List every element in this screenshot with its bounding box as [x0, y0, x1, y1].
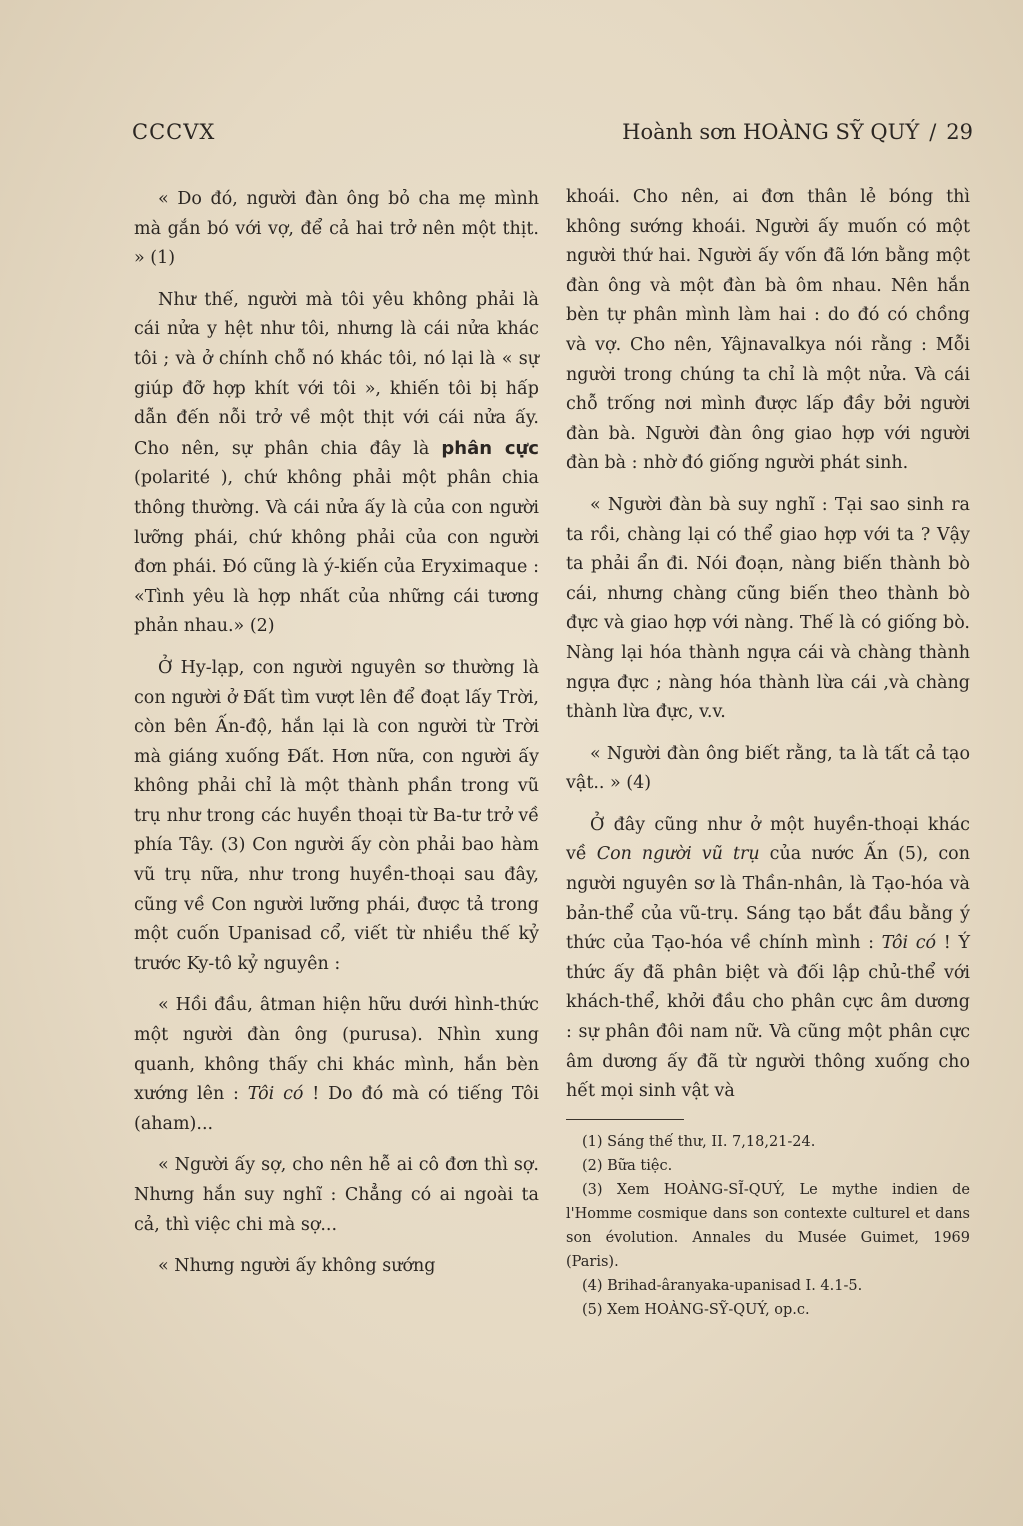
italic-phrase: Tôi có — [881, 933, 937, 954]
footnote: (4) Brihad-âranyaka-upanisad I. 4.1-5. — [582, 1277, 863, 1294]
paragraph-text: của nước Ấn (5), con người nguyên sơ là Thần-nhân, là Tạo-hóa và bản-thể của vũ-trụ. Sáng tạo bắt đầu bằng ý thức của Tạo-hóa về chính mình : — [566, 844, 970, 954]
footnote: (3) Xem HOÀNG-SĨ-QUÝ, Le mythe indien de l'Homme cosmique dans son contexte culturel et dans son évolution. Annales du Musée Guimet, 1969 (Paris). — [566, 1181, 970, 1270]
page-number: 29 — [946, 120, 973, 144]
paragraph — [134, 286, 539, 642]
paragraph — [134, 991, 539, 1139]
running-head — [622, 120, 973, 144]
italic-phrase: Tôi có — [247, 1084, 304, 1105]
paragraph: « Người ấy sợ, cho nên hễ ai cô đơn thì sợ. Nhưng hắn suy nghĩ : Chẳng có ai ngoài ta cả, thì việc chi mà sợ... — [134, 1155, 539, 1235]
footnote: (1) Sáng thế thư, II. 7,18,21-24. — [582, 1133, 816, 1150]
footnotes — [566, 1130, 970, 1322]
paragraph: « Người đàn bà suy nghĩ : Tại sao sinh ra ta rồi, chàng lại có thể giao hợp với ta ? Vậy ta phải ẩn đi. Nói đoạn, nàng biến thành bò cái, nhưng chàng cũng biến theo thành bò đực và giao hợp với nàng. Thế là có giống bò. Nàng lại hóa thành ngựa cái và chàng thành ngựa đực ; nàng hóa thành lừa cái ,và chàng thành lừa đực, v.v. — [566, 494, 970, 723]
paragraph-text: Ở đây cũng như ở một huyền-thoại khác về — [566, 814, 970, 865]
footnote: (5) Xem HOÀNG-SỸ-QUÝ, op.c. — [582, 1301, 810, 1318]
paragraph: « Người đàn ông biết rằng, ta là tất cả tạo vật.. » (4) — [566, 743, 970, 794]
paragraph: Ở Hy-lạp, con người nguyên sơ thường là con người ở Đất tìm vượt lên để đoạt lấy Trời, còn bên Ấn-độ, hắn lại là con người từ Trời mà giáng xuống Đất. Hơn nữa, con người ấy không phải chỉ là một thành phần trong vũ trụ như trong các huyền thoại từ Ba-tư trở về phía Tây. (3) Con người ấy còn phải bao hàm vũ trụ nữa, như trong huyền-thoại sau đây, cũng về Con người lưỡng phái, được tả trong một cuốn Upanisad cổ, viết từ nhiều thế kỷ trước Ky-tô kỷ nguyên : — [134, 657, 539, 974]
footnote: (2) Bữa tiệc. — [582, 1157, 673, 1174]
italic-phrase: Con người vũ trụ — [596, 844, 760, 865]
paragraph-text: ! Ý thức ấy đã phân biệt và đối lập chủ-thể với khách-thể, khởi đầu cho phân cực âm dương : sự phân đôi nam nữ. Và cũng một phân cực âm dương ấy đã từ người thông xuống cho hết mọi sinh vật và — [566, 933, 970, 1102]
right-column — [566, 183, 970, 1322]
page-header — [132, 120, 973, 156]
left-column — [134, 185, 539, 1294]
paragraph-text: « Hồi đầu, âtman hiện hữu dưới hình-thức một người đàn ông (purusa). Nhìn xung quanh, không thấy chi khác mình, hắn bèn xướng lên : — [134, 995, 539, 1105]
paragraph: khoái. Cho nên, ai đơn thân lẻ bóng thì không sướng khoái. Người ấy muốn có một người thứ hai. Người ấy vốn đã lớn bằng một đàn ông và một đàn bà ôm nhau. Nên hắn bèn tự phân mình làm hai : do đó có chồng và vợ. Cho nên, Yâjnavalkya nói rằng : Mỗi người trong chúng ta chỉ là một nửa. Và cái chỗ trống nơi mình được lấp đầy bởi người đàn bà. Người đàn ông giao hợp với người đàn bà : nhờ đó giống người phát sinh. — [566, 187, 970, 474]
paragraph: « Do đó, người đàn ông bỏ cha mẹ mình mà gắn bó với vợ, để cả hai trở nên một thịt. » (1) — [134, 189, 539, 269]
paragraph-text: ! Do đó mà có tiếng Tôi (aham)... — [134, 1084, 539, 1134]
author-title: Hoành sơn HOÀNG SỸ QUÝ — [622, 120, 920, 144]
emphasized-term: phân cực — [441, 437, 539, 459]
paragraph-text: Như thế, người mà tôi yêu không phải là cái nửa y hệt như tôi, nhưng là cái nửa khác tôi ; và ở chính chỗ nó khác tôi, nó lại là « sự giúp đỡ hợp khít với tôi », khiến tôi bị hấp dẫn đến nỗi trở về một thịt với cái nửa ấy. Cho nên, sự phân chia đây là — [134, 289, 539, 459]
header-separator: / — [929, 120, 937, 144]
paragraph: « Nhưng người ấy không sướng — [158, 1256, 436, 1277]
footnote-divider — [566, 1119, 684, 1120]
paragraph — [566, 811, 970, 1107]
folio-code: CCCVX — [132, 120, 216, 144]
paragraph-text: (polarité ), chứ không phải một phân chia thông thường. Và cái nửa ấy là của con người lưỡng phái, chứ không phải của con người đơn phái. Đó cũng là ý-kiến của Eryximaque : «Tình yêu là hợp nhất của những cái tương phản nhau.» (2) — [134, 468, 539, 637]
